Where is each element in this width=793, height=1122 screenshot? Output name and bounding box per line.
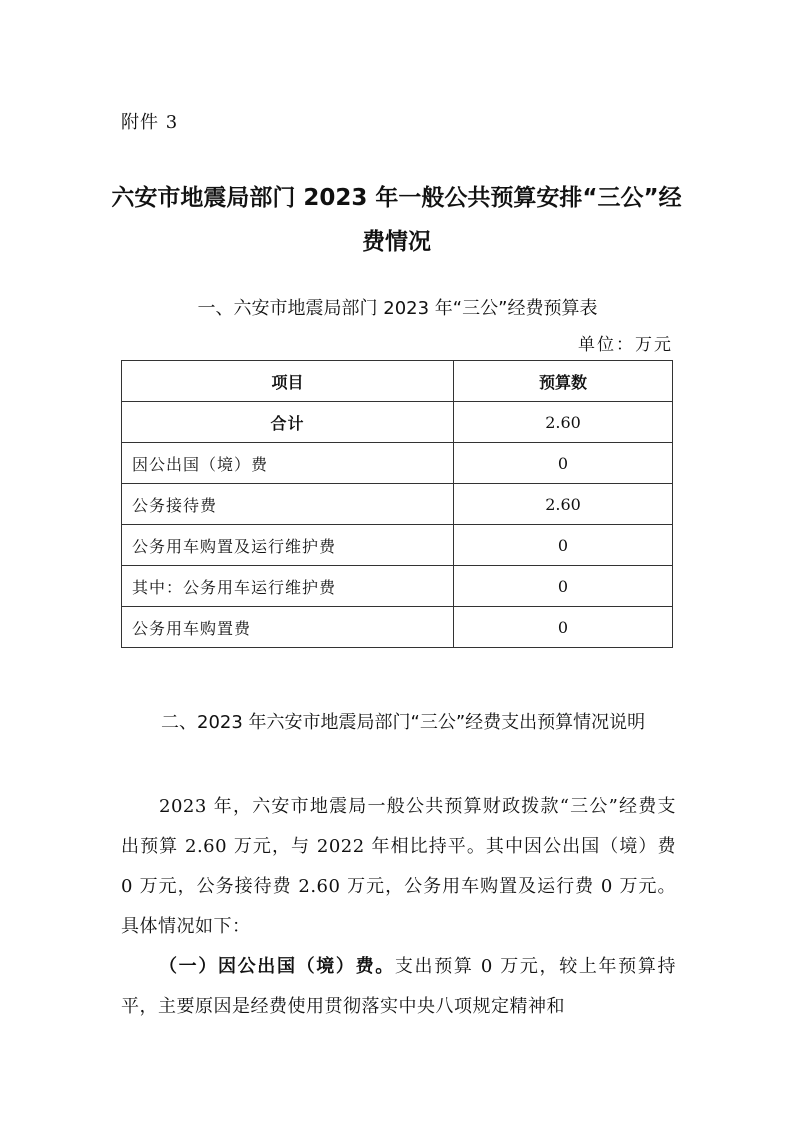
table-row	[122, 566, 673, 607]
unit-label: 单位：万元	[578, 335, 673, 355]
row-item: 其中：公务用车运行维护费	[122, 566, 454, 607]
paragraph-body: 支出预算 0 万元，较上年预算持平，主要原因是经费使用贯彻落实中央八项规定精神和	[121, 956, 676, 1017]
section2-heading: 二、2023 年六安市地震局部门“三公”经费支出预算情况说明	[161, 712, 646, 733]
row-item: 公务用车购置费	[122, 607, 454, 648]
row-value: 0	[454, 525, 673, 566]
row-item: 因公出国（境）费	[122, 443, 454, 484]
section1-heading: 一、六安市地震局部门 2023 年“三公”经费预算表	[197, 298, 598, 319]
attachment-label: 附件 3	[121, 112, 179, 133]
table-row	[122, 484, 673, 525]
paragraph-overseas-travel	[121, 947, 676, 1027]
row-value: 0	[454, 443, 673, 484]
table-row	[122, 525, 673, 566]
row-item: 公务接待费	[122, 484, 454, 525]
budget-table	[121, 360, 673, 648]
table-row-total	[122, 402, 673, 443]
row-value: 2.60	[454, 484, 673, 525]
row-item: 合计	[122, 402, 454, 443]
document-title: 六安市地震局部门 2023 年一般公共预算安排“三公”经费情况	[111, 185, 682, 255]
header-item: 项目	[122, 361, 454, 402]
paragraph-summary: 2023 年，六安市地震局一般公共预算财政拨款“三公”经费支出预算 2.60 万元，与 2022 年相比持平。其中因公出国（境）费 0 万元，公务接待费 2.60 万元，公务用车购置及运行费 0 万元。具体情况如下：	[121, 796, 676, 937]
row-value: 0	[454, 607, 673, 648]
row-value: 2.60	[454, 402, 673, 443]
paragraph-lead: （一）因公出国（境）费。	[159, 956, 395, 977]
table-row	[122, 607, 673, 648]
row-value: 0	[454, 566, 673, 607]
table-row	[122, 443, 673, 484]
header-value: 预算数	[454, 361, 673, 402]
table-header-row	[122, 361, 673, 402]
row-item: 公务用车购置及运行维护费	[122, 525, 454, 566]
